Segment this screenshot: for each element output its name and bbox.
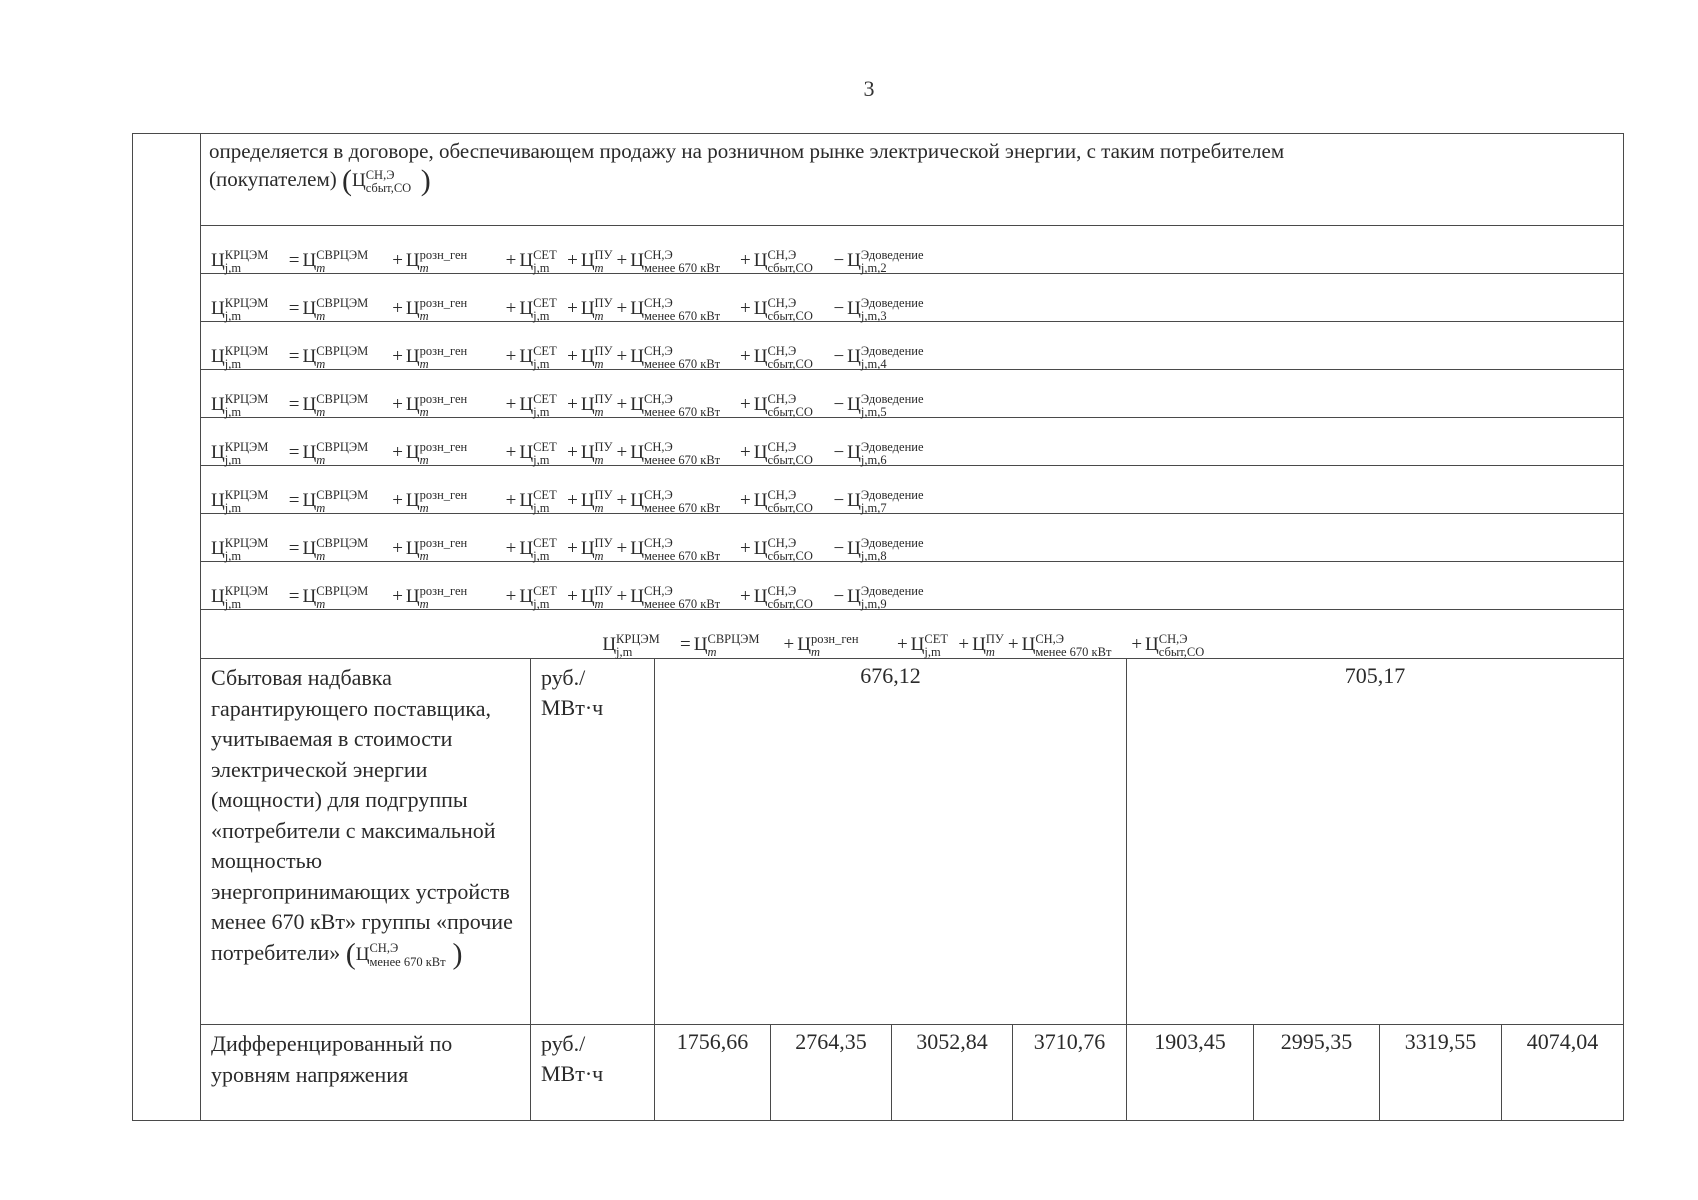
sales-markup-row [133, 659, 1624, 1025]
formula-row-centered [133, 610, 1624, 659]
sales-markup-value-1: 676,12 [655, 659, 1127, 1025]
formula-cell [201, 274, 1624, 322]
voltage-value: 3710,76 [1013, 1025, 1127, 1121]
sales-markup-description: Сбытовая надбавка гарантирующего поставщика, учитываемая в стоимости электрической энергии (мощности) для подгруппы «потребители с максимальной мощностью энергопринимающих устройств менее 670 кВт» группы «прочие потребители» (Ц СН,Э менее 670 кВт ) [201, 659, 531, 1025]
formula-cell [201, 418, 1624, 466]
page-number: 3 [863, 76, 875, 101]
left-margin-cell [133, 134, 201, 1121]
formula-cell [201, 370, 1624, 418]
price-formula: Ц КРЦЭМ j,m = Ц СВРЦЭМ m + Ц розн_ген m + Ц СЕТ j,m + Ц ПУ m + Ц СН,Э менее 670 кВт + Ц СН,Э сбыт,СО − Ц Эдоведение j,m,4 [211, 343, 924, 371]
price-formula-base: Ц КРЦЭМ j,m = Ц СВРЦЭМ m + Ц розн_ген m + Ц СЕТ j,m + Ц ПУ m + Ц СН,Э менее 670 кВт + Ц СН,Э сбыт,СО [602, 631, 1205, 659]
price-formula: Ц КРЦЭМ j,m = Ц СВРЦЭМ m + Ц розн_ген m + Ц СЕТ j,m + Ц ПУ m + Ц СН,Э менее 670 кВт + Ц СН,Э сбыт,СО − Ц Эдоведение j,m,2 [211, 247, 924, 275]
intro-cell: определяется в договоре, обеспечивающем продажу на розничном рынке электрической энергии, с таким потребителем (покупателем) (Ц СН,Э сбыт,СО ) [201, 134, 1624, 226]
price-formula: Ц КРЦЭМ j,m = Ц СВРЦЭМ m + Ц розн_ген m + Ц СЕТ j,m + Ц ПУ m + Ц СН,Э менее 670 кВт + Ц СН,Э сбыт,СО − Ц Эдоведение j,m,9 [211, 583, 924, 611]
sales-markup-value-2: 705,17 [1127, 659, 1624, 1025]
voltage-value: 3319,55 [1380, 1025, 1502, 1121]
formula-row [133, 226, 1624, 274]
voltage-unit: руб./ МВт·ч [531, 1025, 655, 1121]
formula-cell [201, 322, 1624, 370]
voltage-value: 2764,35 [771, 1025, 892, 1121]
formula-cell [201, 466, 1624, 514]
intro-row [133, 134, 1624, 226]
intro-line-2: (покупателем) [209, 167, 337, 191]
formula-row [133, 370, 1624, 418]
formula-row [133, 514, 1624, 562]
voltage-description: Дифференцированный по уровням напряжения [201, 1025, 531, 1121]
intro-line-1: определяется в договоре, обеспечивающем продажу на розничном рынке электрической энергии, с таким потребителем [209, 139, 1285, 163]
voltage-value: 1756,66 [655, 1025, 771, 1121]
formula-row [133, 418, 1624, 466]
formula-row [133, 274, 1624, 322]
formula-cell [201, 514, 1624, 562]
formula-row [133, 466, 1624, 514]
price-formula: Ц КРЦЭМ j,m = Ц СВРЦЭМ m + Ц розн_ген m + Ц СЕТ j,m + Ц ПУ m + Ц СН,Э менее 670 кВт + Ц СН,Э сбыт,СО − Ц Эдоведение j,m,8 [211, 535, 924, 563]
sales-markup-symbol: Ц СН,Э сбыт,СО [351, 167, 412, 195]
formula-row [133, 322, 1624, 370]
formula-cell-centered [201, 610, 1624, 659]
formula-cell [201, 562, 1624, 610]
price-formula: Ц КРЦЭМ j,m = Ц СВРЦЭМ m + Ц розн_ген m + Ц СЕТ j,m + Ц ПУ m + Ц СН,Э менее 670 кВт + Ц СН,Э сбыт,СО − Ц Эдоведение j,m,3 [211, 295, 924, 323]
formula-cell [201, 226, 1624, 274]
formula-row [133, 562, 1624, 610]
voltage-row [133, 1025, 1624, 1121]
price-formula: Ц КРЦЭМ j,m = Ц СВРЦЭМ m + Ц розн_ген m + Ц СЕТ j,m + Ц ПУ m + Ц СН,Э менее 670 кВт + Ц СН,Э сбыт,СО − Ц Эдоведение j,m,7 [211, 487, 924, 515]
voltage-value: 1903,45 [1127, 1025, 1254, 1121]
voltage-value: 2995,35 [1254, 1025, 1380, 1121]
voltage-value: 3052,84 [892, 1025, 1013, 1121]
sales-markup-unit: руб./ МВт·ч [531, 659, 655, 1025]
tariff-table [132, 133, 1624, 1121]
voltage-value: 4074,04 [1502, 1025, 1624, 1121]
price-formula: Ц КРЦЭМ j,m = Ц СВРЦЭМ m + Ц розн_ген m + Ц СЕТ j,m + Ц ПУ m + Ц СН,Э менее 670 кВт + Ц СН,Э сбыт,СО − Ц Эдоведение j,m,6 [211, 439, 924, 467]
price-formula: Ц КРЦЭМ j,m = Ц СВРЦЭМ m + Ц розн_ген m + Ц СЕТ j,m + Ц ПУ m + Ц СН,Э менее 670 кВт + Ц СН,Э сбыт,СО − Ц Эдоведение j,m,5 [211, 391, 924, 419]
